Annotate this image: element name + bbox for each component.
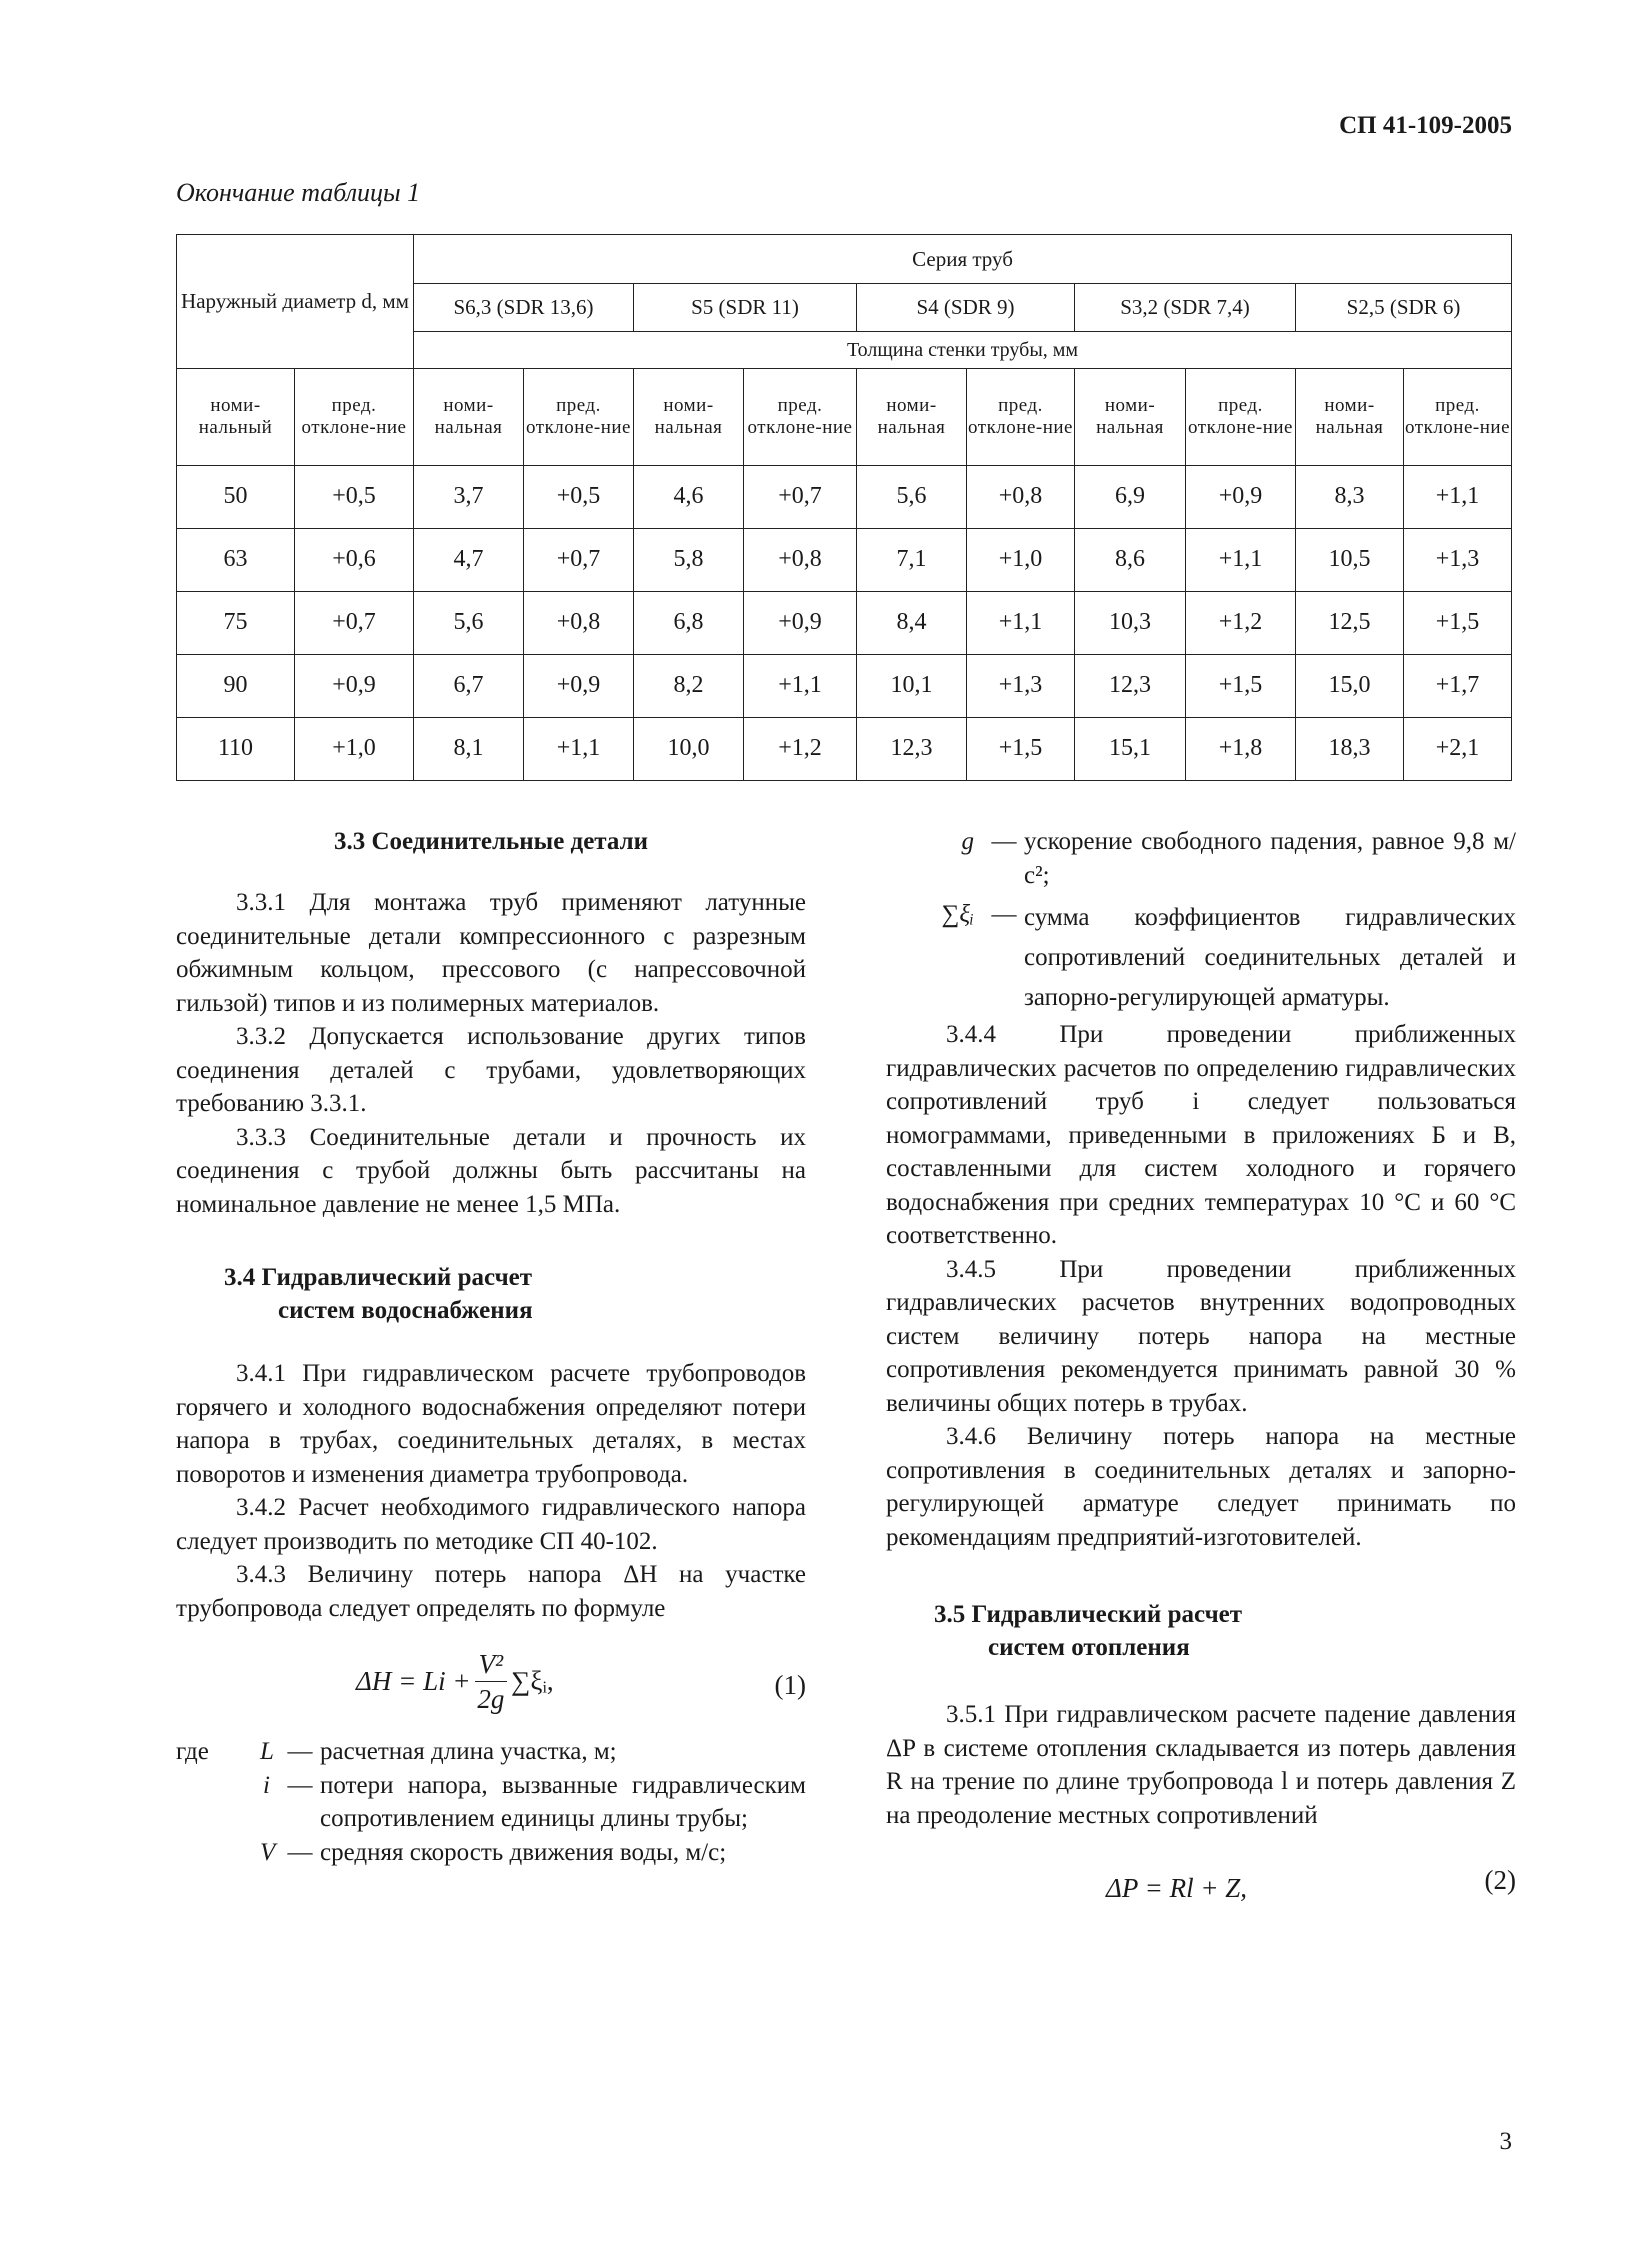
col-deviation: пред. отклоне-ние — [524, 369, 634, 466]
table-cell: +1,0 — [295, 718, 414, 781]
legend-description: расчетная длина участка, м; — [320, 1738, 617, 1765]
section-3-5-title-line1: 3.5 Гидравлический расчет — [934, 1601, 1243, 1628]
table-cell: 12,5 — [1296, 592, 1404, 655]
table-cell: +0,8 — [967, 466, 1075, 529]
table-row — [177, 466, 1512, 529]
table-cell: 8,3 — [1296, 466, 1404, 529]
table-cell: 18,3 — [1296, 718, 1404, 781]
series-s2-5: S2,5 (SDR 6) — [1296, 284, 1512, 332]
col-deviation: пред. отклоне-ние — [967, 369, 1075, 466]
table-cell: +0,5 — [295, 466, 414, 529]
paragraph-3-4-3: 3.4.3 Величину потерь напора ΔH на участке трубопровода следует определять по формуле — [176, 1561, 806, 1622]
paragraph-3-4-2: 3.4.2 Расчет необходимого гидравлического напора следует производить по методике СП 40-102. — [176, 1494, 806, 1555]
table-cell: +1,5 — [1404, 592, 1512, 655]
series-header: Серия труб — [414, 235, 1512, 284]
paragraph-3-4-5: 3.4.5 При проведении приближенных гидравлических расчетов внутренних водопроводных систем величину потерь напора на местные сопротивления рекомендуется принимать равной 30 % величины общих потерь в трубах. — [886, 1255, 1516, 1417]
table-cell: +0,8 — [744, 529, 857, 592]
col-d-deviation: пред. отклоне-ние — [295, 369, 414, 466]
document-code: СП 41-109-2005 — [1339, 112, 1512, 139]
paragraph-3-4-4: 3.4.4 При проведении приближенных гидравлических расчетов по определению гидравлических сопротивлений труб i следует пользоваться номограммами, приведенными в приложениях Б и В, составленными для систем холодного и горячего водоснабжения при средних температурах 10 °С и 60 °С соответственно. — [886, 1021, 1516, 1249]
table-cell: 8,6 — [1075, 529, 1186, 592]
legend-symbol: L — [260, 1738, 274, 1765]
section-3-5-title-line2: систем отопления — [988, 1634, 1190, 1661]
fraction-denominator: 2g — [477, 1684, 505, 1714]
fraction-numerator: V² — [475, 1647, 508, 1682]
col-nominal: номи-нальная — [1075, 369, 1186, 466]
table-cell: +0,9 — [524, 655, 634, 718]
section-3-3-title: 3.3 Соединительные детали — [333, 828, 649, 855]
table-cell: 10,0 — [634, 718, 744, 781]
legend-description: ускорение свободного падения, равное 9,8 м/с²; — [1024, 828, 1516, 889]
table-cell: 10,3 — [1075, 592, 1186, 655]
series-s4: S4 (SDR 9) — [857, 284, 1075, 332]
legend-item-L — [176, 1735, 806, 1769]
series-s3-2: S3,2 (SDR 7,4) — [1075, 284, 1296, 332]
dash: — — [287, 1738, 313, 1765]
dash: — — [991, 901, 1017, 928]
pipe-wall-thickness-table — [176, 234, 1512, 781]
table-cell: 10,1 — [857, 655, 967, 718]
table-cell: +1,1 — [744, 655, 857, 718]
legend-symbol: g — [961, 828, 974, 855]
table-cell: 8,1 — [414, 718, 524, 781]
table-cell: +0,7 — [295, 592, 414, 655]
table-cell: 5,6 — [414, 592, 524, 655]
col-nominal: номи-нальная — [634, 369, 744, 466]
col-nominal: номи-нальная — [1296, 369, 1404, 466]
table-cell: 7,1 — [857, 529, 967, 592]
paragraph-3-4-1: 3.4.1 При гидравлическом расчете трубопроводов горячего и холодного водоснабжения определяют потери напора в трубах, соединительных деталях, в местах поворотов и изменения диаметра трубопровода. — [176, 1360, 806, 1488]
table-cell: 15,0 — [1296, 655, 1404, 718]
table-cell: +1,7 — [1404, 655, 1512, 718]
paragraph-3-5-1: 3.5.1 При гидравлическом расчете падение давления ΔP в системе отопления складывается из потерь давления R на трение по длине трубопровода l и потерь давления Z на преодоление местных сопротивлений — [886, 1701, 1516, 1829]
series-s5: S5 (SDR 11) — [634, 284, 857, 332]
legend-item-V — [176, 1836, 806, 1870]
table-cell: 15,1 — [1075, 718, 1186, 781]
table-cell: 4,6 — [634, 466, 744, 529]
table-row — [177, 655, 1512, 718]
table-cell: 6,9 — [1075, 466, 1186, 529]
col-deviation: пред. отклоне-ние — [1404, 369, 1512, 466]
formula-1-fraction — [475, 1647, 508, 1716]
section-3-4-title-line1: 3.4 Гидравлический расчет — [224, 1264, 533, 1291]
table-cell: +1,1 — [1186, 529, 1296, 592]
table-cell: 63 — [177, 529, 295, 592]
page-number: 3 — [1499, 2128, 1512, 2155]
table-cell: +1,1 — [1404, 466, 1512, 529]
paragraph-3-3-1: 3.3.1 Для монтажа труб применяют латунные соединительные детали компрессионного с разрезным обжимным кольцом, прессового (с напрессовочной гильзой) типов и из полимерных материалов. — [176, 889, 806, 1017]
thickness-header: Толщина стенки трубы, мм — [414, 332, 1512, 369]
table-cell: 12,3 — [857, 718, 967, 781]
table-cell: +1,5 — [1186, 655, 1296, 718]
right-column — [886, 825, 1516, 1922]
table-cell: +1,3 — [967, 655, 1075, 718]
col-deviation: пред. отклоне-ние — [1186, 369, 1296, 466]
table-cell: +1,2 — [1186, 592, 1296, 655]
paragraph-3-4-6: 3.4.6 Величину потерь напора на местные сопротивления в соединительных деталях и запорно-регулирующей арматуре следует принимать по рекомендациям предприятий-изготовителей. — [886, 1423, 1516, 1551]
dash: — — [287, 1838, 313, 1866]
table-cell: 6,7 — [414, 655, 524, 718]
table-cell: 6,8 — [634, 592, 744, 655]
diameter-header: Наружный диаметр d, мм — [177, 235, 414, 369]
legend-description: потери напора, вызванные гидравлическим сопротивлением единицы длины трубы; — [320, 1771, 806, 1832]
col-d-nominal: номи-нальный — [177, 369, 295, 466]
table-cell: +0,7 — [524, 529, 634, 592]
formula-1-lhs: ΔH = Li + — [356, 1665, 471, 1696]
table-cell: +1,3 — [1404, 529, 1512, 592]
table-cell: +1,2 — [744, 718, 857, 781]
table-cell: 8,4 — [857, 592, 967, 655]
series-s6-3: S6,3 (SDR 13,6) — [414, 284, 634, 332]
table-caption: Окончание таблицы 1 — [176, 178, 421, 207]
formula-1-tail: ∑ξᵢ, — [511, 1665, 554, 1696]
formula-2-number: (2) — [1484, 1865, 1516, 1895]
col-nominal: номи-нальная — [414, 369, 524, 466]
legend-item-i — [176, 1769, 806, 1836]
dash: — — [991, 828, 1017, 855]
formula-2-expression: ΔP = Rl + Z, — [1106, 1873, 1248, 1903]
legend-symbol: V — [260, 1838, 276, 1866]
col-deviation: пред. отклоне-ние — [744, 369, 857, 466]
left-column — [176, 825, 806, 1869]
table-cell: +0,7 — [744, 466, 857, 529]
table-cell: 3,7 — [414, 466, 524, 529]
legend-description: сумма коэффициентов гидравлических сопротивлений соединительных деталей и запорно-регулирующей арматуры. — [1024, 904, 1516, 1011]
table-cell: +1,5 — [967, 718, 1075, 781]
table-cell: +0,5 — [524, 466, 634, 529]
formula-1-number: (1) — [774, 1670, 806, 1700]
table-cell: 5,6 — [857, 466, 967, 529]
table-cell: 12,3 — [1075, 655, 1186, 718]
table-cell: 5,8 — [634, 529, 744, 592]
table-row — [177, 592, 1512, 655]
table-cell: +0,9 — [295, 655, 414, 718]
table-row — [177, 529, 1512, 592]
table-cell: 90 — [177, 655, 295, 718]
formula-2 — [886, 1832, 1516, 1922]
legend-symbol: ∑ξᵢ — [941, 901, 974, 928]
table-cell: +2,1 — [1404, 718, 1512, 781]
legend-item-g — [886, 825, 1516, 892]
table-cell: 75 — [177, 592, 295, 655]
col-nominal: номи-нальная — [857, 369, 967, 466]
table-cell: 50 — [177, 466, 295, 529]
table-cell: +1,0 — [967, 529, 1075, 592]
table-cell: +0,9 — [1186, 466, 1296, 529]
table-cell: 4,7 — [414, 529, 524, 592]
table-cell: 110 — [177, 718, 295, 781]
table-cell: +0,6 — [295, 529, 414, 592]
spacer — [176, 1769, 260, 1836]
table-cell: +1,8 — [1186, 718, 1296, 781]
where-label: где — [176, 1738, 209, 1765]
formula-1 — [176, 1625, 806, 1735]
table-cell: +0,9 — [744, 592, 857, 655]
table-row — [177, 718, 1512, 781]
paragraph-3-3-2: 3.3.2 Допускается использование других типов соединения деталей с трубами, удовлетворяющих требованию 3.3.1. — [176, 1023, 806, 1117]
paragraph-3-3-3: 3.3.3 Соединительные детали и прочность их соединения с трубой должны быть рассчитаны на номинальное давление не менее 1,5 МПа. — [176, 1123, 806, 1218]
section-3-4-title-line2: систем водоснабжения — [278, 1297, 533, 1324]
legend-item-sum-xi — [886, 898, 1516, 1018]
table-cell: +1,1 — [524, 718, 634, 781]
table-cell: 10,5 — [1296, 529, 1404, 592]
dash: — — [287, 1771, 313, 1799]
legend-symbol: i — [263, 1771, 270, 1799]
table-cell: +1,1 — [967, 592, 1075, 655]
table-cell: 8,2 — [634, 655, 744, 718]
table-cell: +0,8 — [524, 592, 634, 655]
legend-description: средняя скорость движения воды, м/с; — [320, 1838, 727, 1866]
spacer — [176, 1836, 260, 1870]
